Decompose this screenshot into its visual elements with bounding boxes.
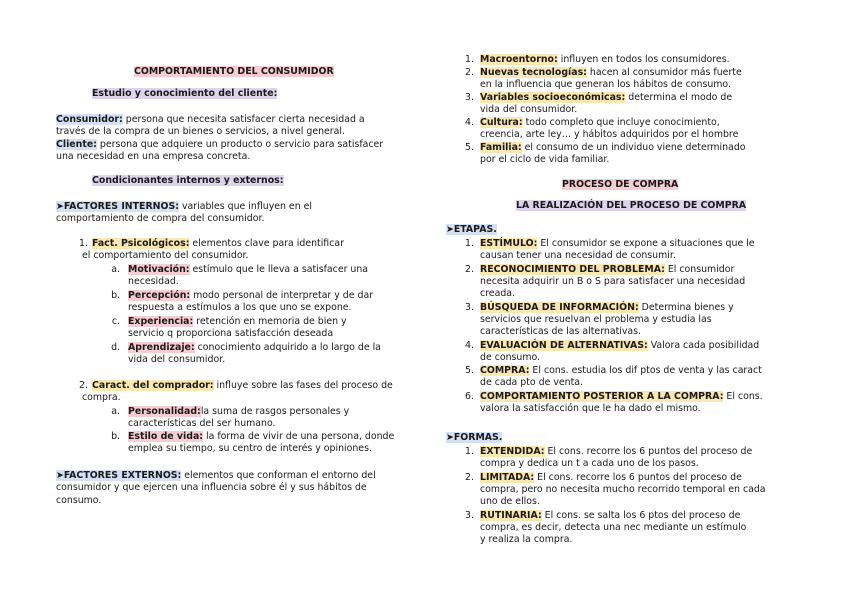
list-item: b. Estilo de vida: la forma de vivir de una persona, donde emplea su tiempo, su centro de interés y opiniones. <box>111 431 395 455</box>
list-item: 3. Variables socioeconómicas: determina el modo de vida del consumidor. <box>465 91 733 115</box>
list-item-comprador: 2. Caract. del comprador: influye sobre las fases del proceso de compra. <box>79 380 393 404</box>
list-item: 6. COMPORTAMIENTO POSTERIOR A LA COMPRA: El cons. valora la satisfacción que le ha dado el mismo. <box>465 390 763 414</box>
externos-list <box>460 54 800 167</box>
list-item: 4. EVALUACIÓN DE ALTERNATIVAS: Valora cada posibilidad de consumo. <box>465 339 760 363</box>
list-item: 2. Nuevas tecnologías: hacen al consumidor más fuerte en la influencia que generan los hábitos de consumo. <box>465 66 742 90</box>
subtitle: Estudio y conocimiento del cliente: <box>92 88 278 99</box>
condicionantes-heading: Condicionantes internos y externos: <box>92 175 284 186</box>
list-item: 3. BÚSQUEDA DE INFORMACIÓN: Determina bienes y servicios que resuelvan el problema y estudia las características de las alternativas. <box>465 301 734 338</box>
list-item: a. Motivación: estímulo que le lleva a satisfacer una necesidad. <box>111 264 369 288</box>
list-item: b. Percepción: modo personal de interpretar y de dar respuesta a estímulos a los que uno se expone. <box>111 290 374 314</box>
list-item: a. Personalidad:la suma de rasgos personales y características del ser humano. <box>111 406 350 430</box>
factores-externos: ➤FACTORES EXTERNOS: elementos que conforman el entorno del consumidor y que ejercen una influencia sobre él y sus hábitos de consumo. <box>56 470 376 506</box>
formas-list <box>460 446 800 548</box>
list-item: d. Aprendizaje: conocimiento adquirido a lo largo de la vida del consumidor. <box>111 342 381 366</box>
list-item: 5. Familia: el consumo de un individuo viene determinado por el ciclo de vida familiar. <box>465 141 746 165</box>
list-item-psicologicos: 1. Fact. Psicológicos: elementos clave para identificar el comportamiento del consumidor. <box>79 238 344 262</box>
list-item: 1. ESTÍMULO: El consumidor se expone a situaciones que le causan tener una necesidad de consumir. <box>465 238 755 262</box>
realizacion-title: LA REALIZACIÓN DEL PROCESO DE COMPRA <box>516 200 747 211</box>
consumidor-definition: Consumidor: persona que necesita satisfacer cierta necesidad a través de la compra de un bienes o servicios, a nivel general. Cliente: persona que adquiere un producto o servicio para satisfacer una necesidad en una empresa concreta. <box>56 114 384 162</box>
comprador-sublist <box>110 406 410 457</box>
list-item: 4. Cultura: todo completo que incluye conocimiento, creencia, arte ley… y hábitos adquiridos por el hombre <box>465 116 739 140</box>
etapas-list <box>460 238 800 416</box>
list-item: 1. Macroentorno: influyen en todos los consumidores. <box>465 54 730 65</box>
list-item: 3. RUTINARIA: El cons. se salta los 6 ptos del proceso de compra, es decir, detecta una nec mediante un estímulo y realiza la compra. <box>465 509 747 546</box>
list-item: c. Experiencia: retención en memoria de bien y servicio q proporciona satisfacción deseada <box>111 316 347 340</box>
list-item: 2. RECONOCIMIENTO DEL PROBLEMA: El consumidor necesita adquirir un B o S para satisfacer una necesidad creada. <box>465 263 746 300</box>
document-title: COMPORTAMIENTO DEL CONSUMIDOR <box>134 66 334 77</box>
proceso-title: PROCESO DE COMPRA <box>562 179 679 190</box>
list-item: 2. LIMITADA: El cons. recorre los 6 puntos del proceso de compra, pero no necesita mucho recorrido temporal en cada uno de ellos. <box>465 471 766 508</box>
etapas-heading: ➤ETAPAS. <box>446 224 497 235</box>
list-item: 1. EXTENDIDA: El cons. recorre los 6 puntos del proceso de compra y dedica un t a cada uno de los pasos. <box>465 446 753 470</box>
formas-heading: ➤FORMAS. <box>446 432 503 443</box>
psicologicos-sublist <box>110 264 410 368</box>
factores-internos: ➤FACTORES INTERNOS: variables que influyen en el comportamiento de compra del consumidor. <box>56 201 312 225</box>
list-item: 5. COMPRA: El cons. estudia los dif ptos de venta y las caract de cada pto de venta. <box>465 365 762 389</box>
